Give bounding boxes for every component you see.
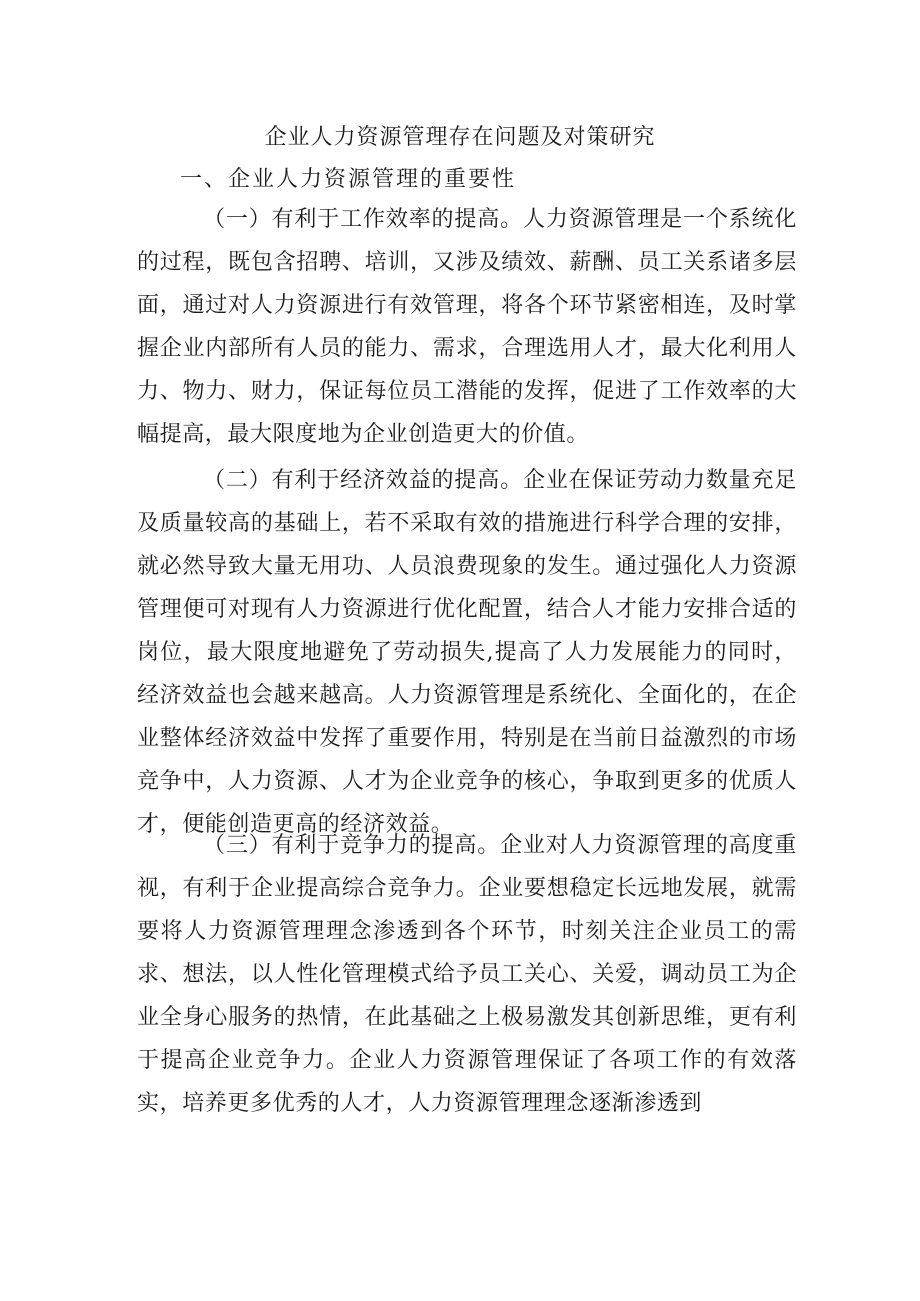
- paragraph-efficiency: （一）有利于工作效率的提高。人力资源管理是一个系统化的过程，既包含招聘、培训，又涉及绩效、薪酬、员工关系诸多层面，通过对人力资源进行有效管理，将各个环节紧密相连，及时掌握企业内部所有人员的能力、需求，合理选用人才，最大化利用人力、物力、财力，保证每位员工潜能的发挥，促进了工作效率的大幅提高，最大限度地为企业创造更大的价值。: [137, 207, 797, 447]
- document-title: 企业人力资源管理存在问题及对策研究: [264, 125, 656, 150]
- paragraph-economic-benefit: （二）有利于经济效益的提高。企业在保证劳动力数量充足及质量较高的基础上，若不采取有效的措施进行科学合理的安排，就必然导致大量无用功、人员浪费现象的发生。通过强化人力资源管理便可对现有人力资源进行优化配置，结合人才能力安排合适的岗位，最大限度地避免了劳动损失,提高了人力发展能力的同时，经济效益也会越来越高。人力资源管理是系统化、全面化的，在企业整体经济效益中发挥了重要作用，特别是在当前日益激烈的市场竞争中，人力资源、人才为企业竞争的核心，争取到更多的优质人才，便能创造更高的经济效益。: [137, 468, 797, 837]
- section-heading: 一、企业人力资源管理的重要性: [180, 167, 517, 192]
- paragraph-competitiveness: （三）有利于竞争力的提高。企业对人力资源管理的高度重视，有利于企业提高综合竞争力。企业要想稳定长远地发展，就需要将人力资源管理理念渗透到各个环节，时刻关注企业员工的需求、想法，以人性化管理模式给予员工关心、关爱，调动员工为企业全身心服务的热情，在此基础之上极易激发其创新思维，更有利于提高企业竞争力。企业人力资源管理保证了各项工作的有效落实，培养更多优秀的人才，人力资源管理理念逐渐渗透到: [137, 833, 797, 1116]
